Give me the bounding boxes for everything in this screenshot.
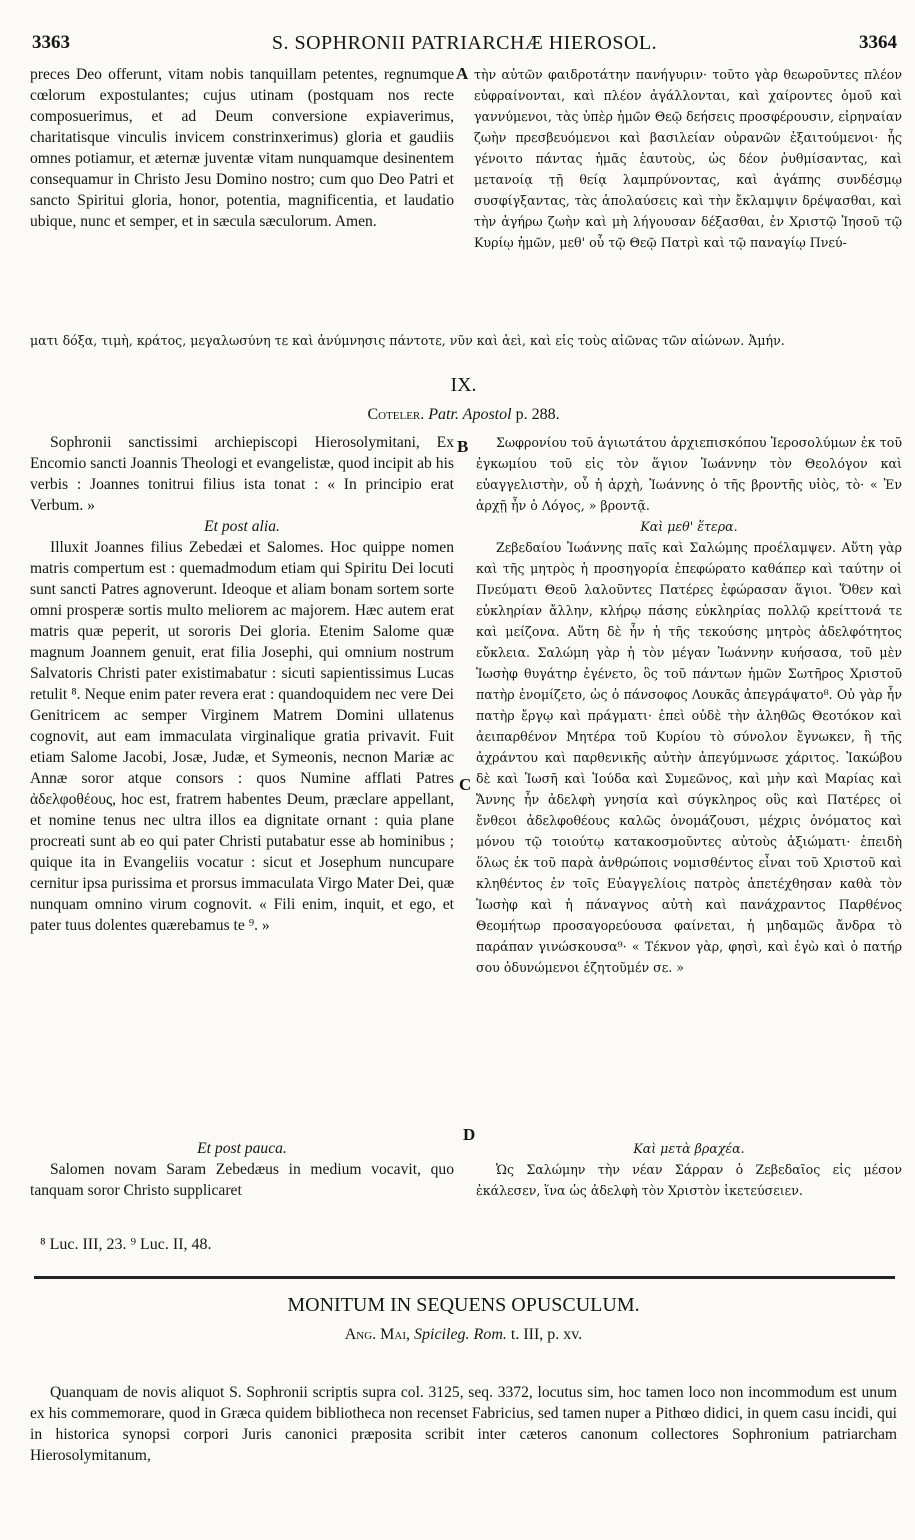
section-number: IX. <box>450 374 477 396</box>
greek-post-pauca: Καὶ μετὰ βραχέα. <box>633 1141 745 1156</box>
latin-intro: Sophronii sanctissimi archiepiscopi Hierosolymitani, Ex Encomio sancti Joannis Theologi et evangelistæ, quod incipit ab his verbis : Joannes tonitrui filius ista tonat : « In principio erat Verbum. » <box>30 434 454 514</box>
greek-column-end <box>476 1138 902 1201</box>
column-number-right: 3364 <box>859 32 897 53</box>
margin-marker-a: A <box>456 64 469 83</box>
latin-post-pauca: Et post pauca. <box>197 1140 287 1157</box>
monitum-title: MONITUM IN SEQUENS OPUSCULUM. <box>287 1294 640 1316</box>
greek-column <box>476 432 902 978</box>
greek-main-text: Ζεβεδαίου Ἰωάννης παῖς καὶ Σαλώμης προέλαμψεν. Αὕτη γὰρ καὶ τῆς μητρὸς ἡ προσηγορία ἐπεφώρατο καθάπερ καὶ ταύτην οἱ Πνεύματι Θεοῦ λαλοῦντες Πατέρες ἐφώρασαν ἅγιοι. Ὅθεν καὶ εὐκληρίαν ἄλλην, κλήρῳ πάσης εὐκληρίας πολλῷ κρείττονά τε καὶ μείζονα. Αὕτη δὲ ἦν ἡ τῆς τεκούσης μητρὸς ἀδελφότητος εὔκλεια. Σαλώμη γὰρ ἡ τὸν μέγαν Ἰωάννην κυήσασα, τοῦ μὲν Ἰωσὴφ θυγάτηρ ἐγένετο, ὃς τοῦ πάντων ἡμῶν Σωτῆρος Χριστοῦ πατὴρ ἐνομίζετο, ὡς ὁ πάνσοφος Λουκᾶς ἀπεγράψατο⁸. Οὐ γὰρ ἦν πατὴρ ἔργῳ καὶ πράγματι· ἐπεὶ οὐδὲ τὴν ἀληθῶς Θεοτόκον καὶ ἀειπαρθένον Μητέρα τοῦ Κυρίου τὸ σύνολον ἔγνωκεν, ἢ τῆς ἀχράντου καὶ παρθενικῆς αὐτὴν ἀπεγύμνωσε χάριτος. Ἰακώβου δὲ καὶ Ἰωσῆ καὶ Ἰούδα καὶ Συμεῶνος, καὶ μὴν καὶ Μαρίας καὶ Ἄννης ἦν ἀδελφὴ γνησία καὶ σύγκληρος οὓς καὶ Πατέρες οἱ ἔνθεοι ἀδελφοθέους καλῶς ὀνομάζουσι, μέχρις ὀνόματος καὶ μόνου τῷ τοιούτῳ κατακοσμοῦντες αὐτοὺς ἀξιώματι· ἐπειδὴ ὅλως ἐκ τοῦ παρὰ ἀνθρώποις νομισθέντος εἶναι τοῦ Χριστοῦ καὶ κληθέντος ἐν τοῖς Εὐαγγελίοις πατρὸς ἀπετέχθησαν καθὰ τὸν Ἰωσὴφ καὶ ἡ πάναγνος αὐτὴ καὶ πανάχραντος Παρθένος Θεομήτωρ προσαγορεύουσα φαίνεται, ἡ μηδαμῶς ἄνδρα τὸ παράπαν γινώσκουσα⁹· « Τέκνον γὰρ, φησὶ, καὶ ἐγὼ καὶ ὁ πατήρ σου ὀδυνώμενοι ἐζητοῦμέν σε. » <box>476 540 902 975</box>
monitum-source <box>30 1324 897 1345</box>
margin-marker-b: B <box>457 437 469 456</box>
greek-prayer-continuation-block <box>30 330 897 351</box>
latin-post-alia: Et post alia. <box>204 518 280 535</box>
latin-column-end <box>30 1138 454 1201</box>
greek-prayer-text: τὴν αὐτῶν φαιδροτάτην πανήγυριν· τοῦτο γὰρ θεωροῦντες πλέον εὐφραίνονται, καὶ πλέον ἀγάλλονται, καὶ χαίροντες ὁμοῦ καὶ γαννύμενοι, τὰς ὑπὲρ ἡμῶν Θεῷ δεήσεις προσφέρουσιν, εἰρηναίαν ζωὴν πρεσβευόμενοι καὶ βασιλείαν οὐρανῶν ἐξαιτούμενοι· ἧς γένοιτο πάντας ἡμᾶς ἑαυτοὺς, ὡς δέον ῥυθμίσαντας, καὶ μετανοίᾳ τῇ θείᾳ λαμπρύνοντας, καὶ ἀγάπης συνδέσμῳ συσφίγξαντας, τὰς ἀπολαύσεις καὶ τὴν ἔκλαμψιν δρέψασθαι, καὶ τὴν ἀγήρω ζωὴν καὶ μὴ λήγουσαν δέξασθαι, ἐν Χριστῷ Ἰησοῦ τῷ Κυρίῳ ἡμῶν, μεθ' οὗ τῷ Θεῷ Πατρὶ καὶ τῷ παναγίῳ Πνεύ- <box>474 67 902 250</box>
latin-final: Salomen novam Saram Zebedæus in medium vocavit, quo tanquam soror Christo supplicaret <box>30 1161 454 1199</box>
source-work: Patr. Apostol <box>428 406 512 423</box>
source-author: Coteler. <box>367 406 425 423</box>
running-title: S. SOPHRONII PATRIARCHÆ HIEROSOL. <box>271 32 658 54</box>
running-header <box>32 32 897 58</box>
latin-column-top <box>30 64 454 232</box>
monitum-source-work: Spicileg. Rom. <box>414 1326 507 1343</box>
monitum-source-author: Ang. Mai, <box>344 1326 410 1343</box>
greek-post-alia: Καὶ μεθ' ἕτερα. <box>640 519 738 534</box>
footnotes: ⁸ Luc. III, 23. ⁹ Luc. II, 48. <box>40 1236 212 1253</box>
greek-intro: Σωφρονίου τοῦ ἁγιωτάτου ἀρχιεπισκόπου Ἱεροσολύμων ἐκ τοῦ ἐγκωμίου τοῦ εἰς τὸν ἅγιον Ἰωάννην τὸν Θεολόγον καὶ εὐαγγελιστὴν, οὗ ἡ ἀρχὴ, Ἰωάννης ὁ τῆς βροντῆς υἱὸς, τὸ· « Ἐν ἀρχῇ ἦν ὁ Λόγος, » βροντᾷ. <box>476 435 902 513</box>
monitum-body: Quanquam de novis aliquot S. Sophronii scriptis supra col. 3125, seq. 3372, locutus sim, hoc tamen loco non incommodum est unum ex his commemorare, quod in Græca quidem bibliotheca non recenset Fabricius, sed tamen nuper a Pithœo didici, in quem casu incidi, qui in historica synopsi corpori Juris canonici præposita scribit inter cæteros canonum collectores Sophronium patriarcham Hierosolymitanum, <box>30 1384 897 1464</box>
greek-final: Ὡς Σαλώμην τὴν νέαν Σάρραν ὁ Ζεβεδαῖος εἰς μέσον ἐκάλεσεν, ἵνα ὡς ἀδελφὴ τὸν Χριστὸν ἱκετεύσειεν. <box>476 1162 902 1198</box>
column-number-left: 3363 <box>32 32 70 53</box>
monitum-body-block <box>30 1382 897 1466</box>
greek-column-top <box>474 64 902 253</box>
margin-marker-c: C <box>459 775 472 794</box>
greek-prayer-continuation: ματι δόξα, τιμὴ, κράτος, μεγαλωσύνη τε καὶ ἀνύμνησις πάντοτε, νῦν καὶ ἀεὶ, καὶ εἰς τοὺς αἰῶνας τῶν αἰώνων. Ἀμήν. <box>30 333 785 348</box>
monitum-source-loc: t. III, p. xv. <box>510 1326 583 1343</box>
source-page: p. 288. <box>515 406 560 423</box>
latin-prayer-text: preces Deo offerunt, vitam nobis tanquillam petentes, regnumque cœlorum expostulantes; cujus utinam (postquam nos recte composuerimus, et ad Deum conversione expiaverimus, charitatisque vinculis invicem constrinxerimus) gloria et gaudiis omnes potiamur, et æternæ juventæ vitam nunquamque desinentem consequamur in Christo Jesu Domino nostro; cum quo Deo Patri et sancto Spiritui gloria, honor, potentia, magnificentia, et laudatio ubique, nunc et semper, et in sæcula sæculorum. Amen. <box>30 66 454 230</box>
latin-main-text: Illuxit Joannes filius Zebedæi et Salomes. Hoc quippe nomen matris compertum est : quemadmodum etiam qui Spiritu Dei locuti sunt sancti Patres agnoverunt. Ideoque et aliam bonam sortem sorte omni prosperæ sortis multo meliorem ac majorem. Hæc autem erat matris quæ peperit, ut sororis Dei gloria. Etenim Salome quæ magnum Joannem genuit, erat filia Josephi, qui omnium nostrum Salvatoris Christi pater existimabatur : sicuti sapientissimus Lucas retulit ⁸. Neque enim pater revera erat : quandoquidem nec vere Dei Genitricem ac semper Virginem Matrem Domini ullatenus cognovit, aut eam immaculata virginalique gratia privavit. Fuit etiam Salome Jacobi, Josæ, Judæ, et Symeonis, necnon Mariæ ac Annæ soror atque consors : quos Numine afflati Patres ἀδελφοθέους, hoc est, fratrem habentes Deum, præclare appellant, et nomine tenus nec ultra illos ea dignitate ornant : quia plane procreati sunt ab eo qui pater Christi putabatur esse ab hominibus ; quique ita in Evangeliis vocatur : sicut et Josephum nuncupare cernitur ipsa purissima et prorsus immaculata Virgo Mater Dei, quæ nunquam omnino virum cognovit. « Fili enim, inquit, et ego, et pater tuus dolentes quærebamus te ⁹. » <box>30 539 454 934</box>
section-source <box>30 404 897 425</box>
horizontal-rule <box>34 1276 895 1279</box>
latin-column <box>30 432 454 936</box>
margin-marker-d: D <box>463 1125 476 1144</box>
